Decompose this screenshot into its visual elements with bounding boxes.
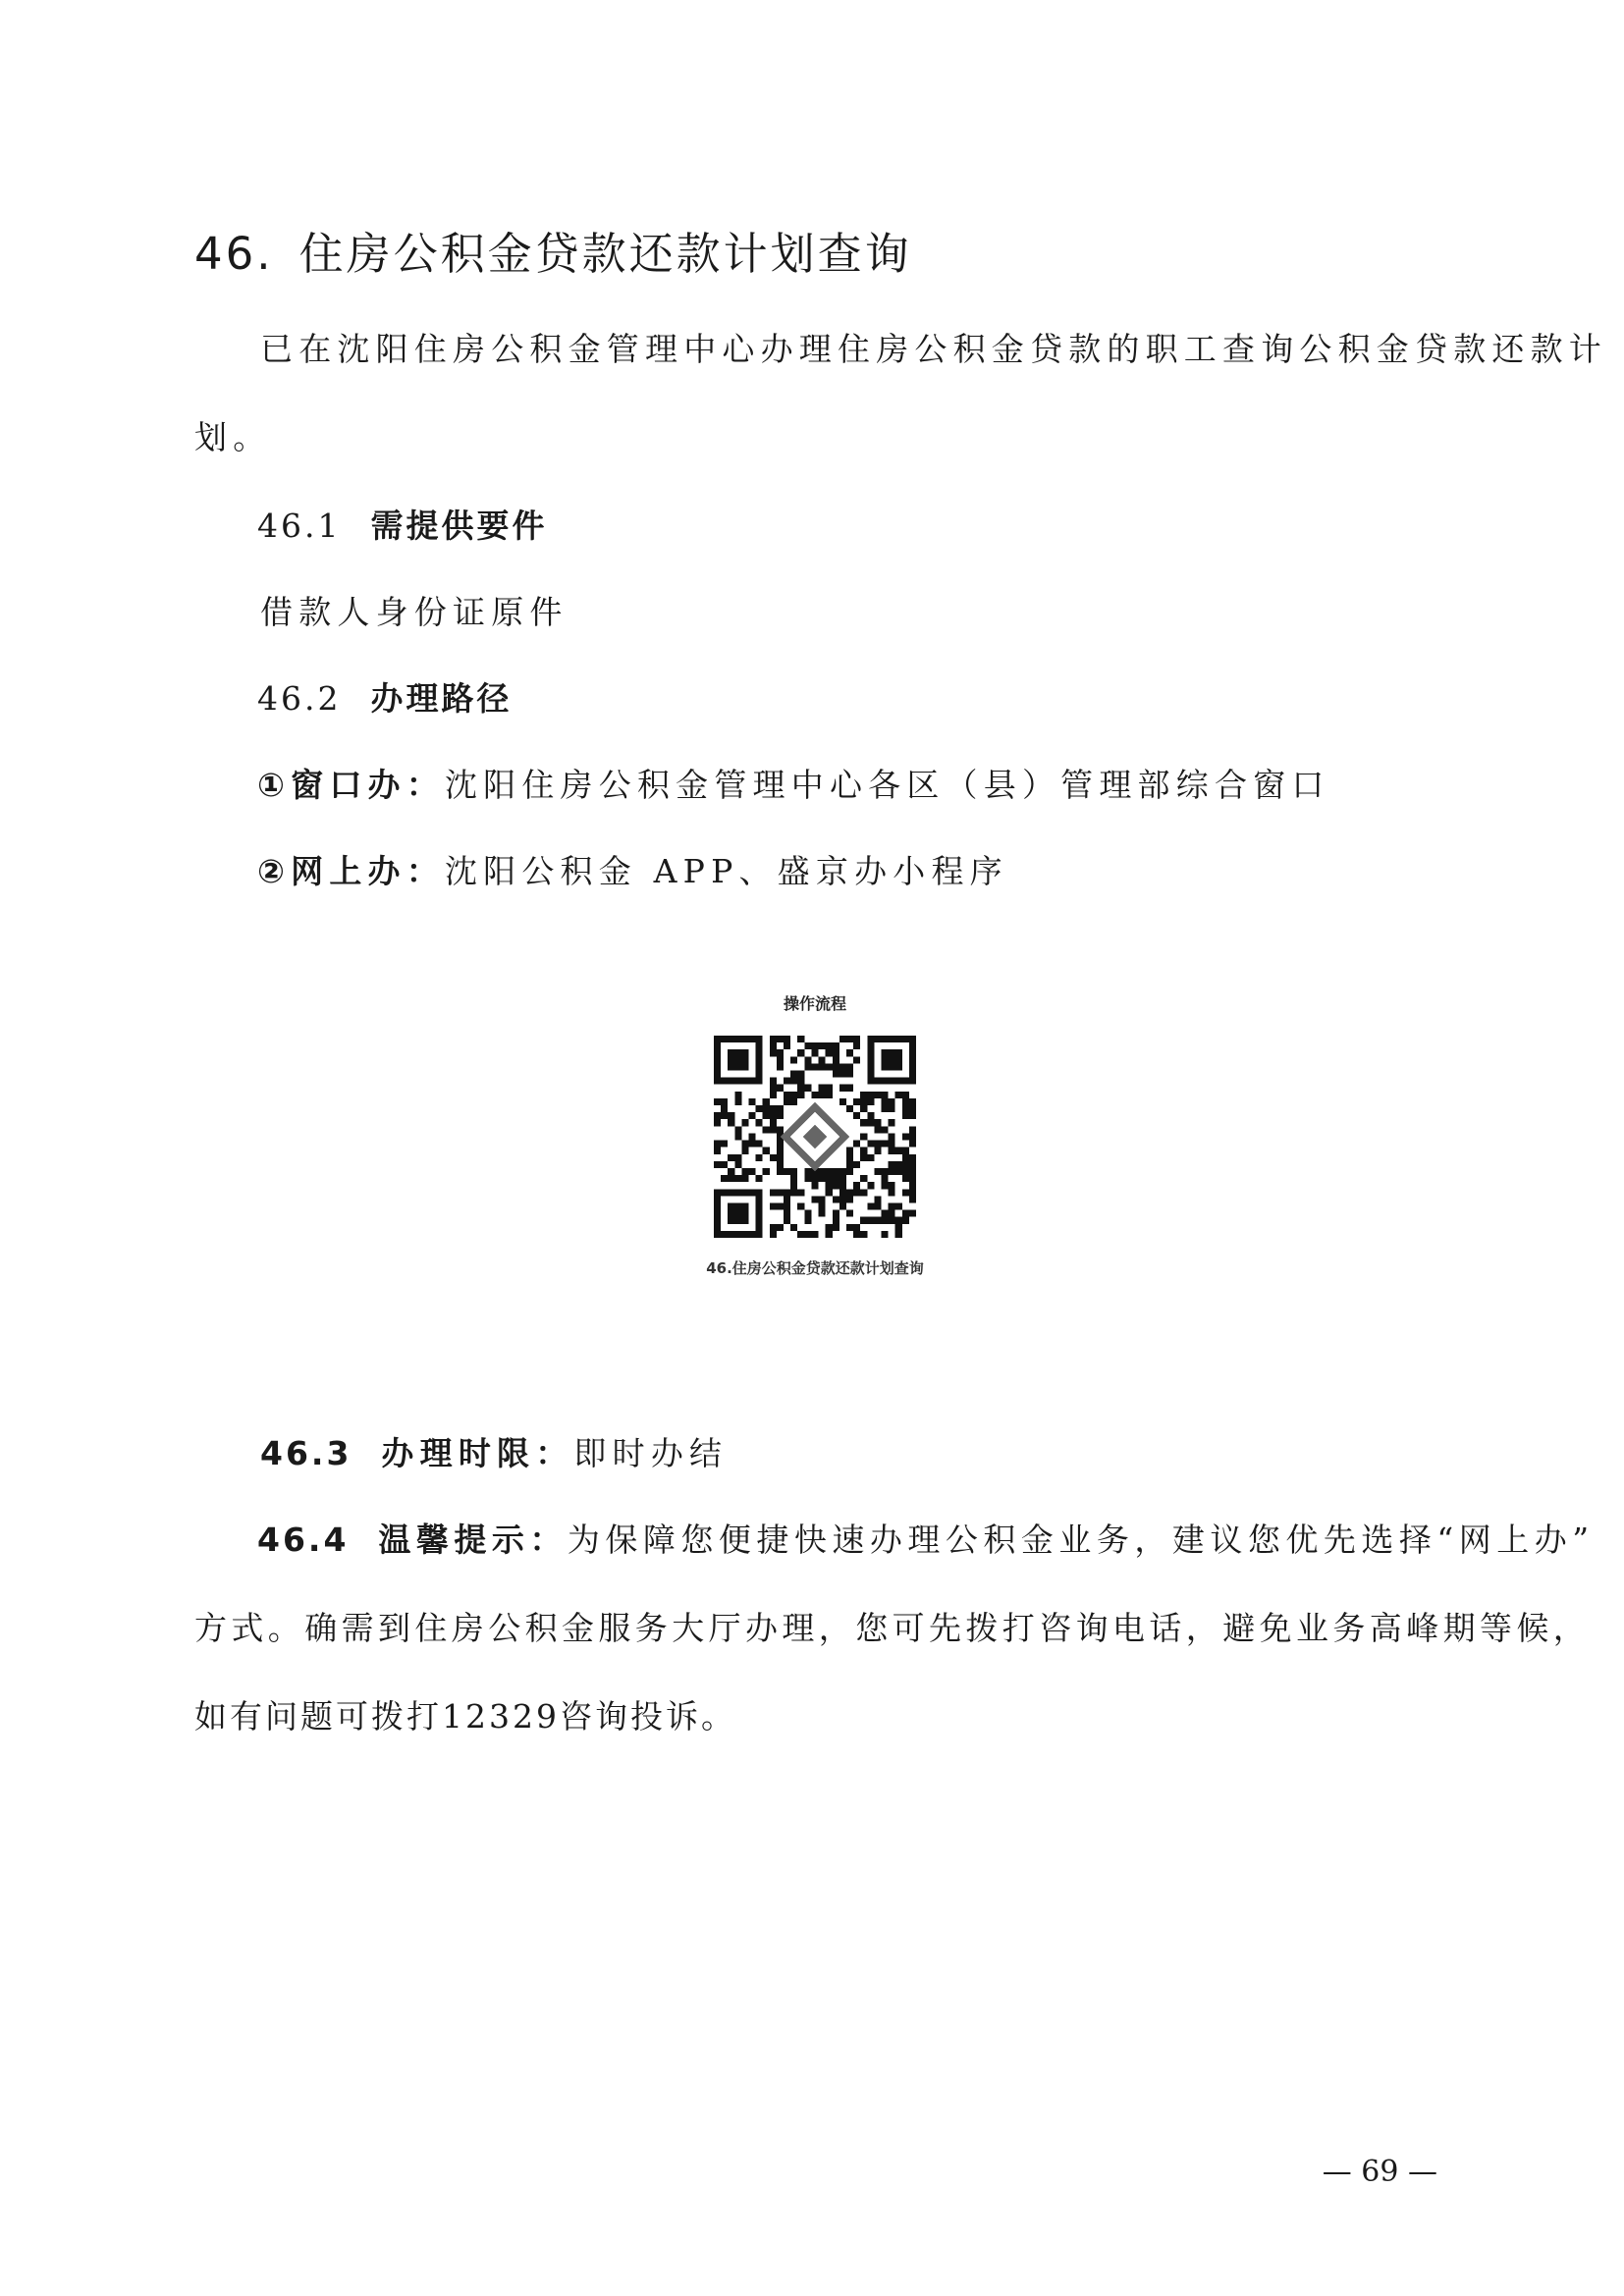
route-item-online-text: 沈阳公积金 APP、盛京办小程序 [444, 852, 1008, 890]
qr-code-block [677, 991, 952, 1278]
page-title [194, 218, 912, 282]
section-1-title: 需提供要件 [370, 507, 548, 545]
section-4-number: 46.4 [257, 1521, 350, 1559]
section-4-text-1: 为保障您便捷快速办理公积金业务，建议您优先选择“网上办” [567, 1521, 1595, 1559]
section-3-title: 办理时限： [381, 1434, 574, 1472]
section-4-title: 温馨提示： [378, 1521, 568, 1559]
section-1-heading [257, 501, 547, 547]
title-text: 住房公积金贷款还款计划查询 [298, 228, 912, 280]
intro-line-2: 划。 [194, 418, 272, 456]
section-1-content: 借款人身份证原件 [260, 593, 568, 631]
section-3-content: 即时办结 [573, 1434, 729, 1472]
route-item-online-label: ②网上办： [257, 852, 445, 890]
qr-caption-top: 操作流程 [783, 994, 846, 1013]
section-2-heading [257, 673, 512, 720]
qr-caption-bottom: 46.住房公积金贷款还款计划查询 [706, 1259, 924, 1277]
section-1-number: 46.1 [257, 507, 342, 545]
section-2-number: 46.2 [257, 679, 342, 718]
section-4-line-2: 方式。确需到住房公积金服务大厅办理，您可先拨打咨询电话，避免业务高峰期等候， [194, 1609, 1591, 1647]
intro-line-1: 已在沈阳住房公积金管理中心办理住房公积金贷款的职工查询公积金贷款还款计 [260, 330, 1607, 368]
section-2-title: 办理路径 [370, 679, 513, 718]
route-item-window-label: ①窗口办： [257, 766, 445, 804]
qr-code-icon [714, 1036, 916, 1238]
section-3-number: 46.3 [260, 1434, 352, 1472]
route-item-online [257, 846, 1008, 892]
section-4-line-1 [257, 1515, 1595, 1561]
section-3-row [260, 1428, 728, 1474]
route-item-window-text: 沈阳住房公积金管理中心各区（县）管理部综合窗口 [444, 766, 1330, 804]
section-4-line-3: 如有问题可拨打12329咨询投诉。 [194, 1697, 736, 1735]
route-item-window [257, 760, 1330, 806]
page-number: — 69 — [1322, 2155, 1437, 2189]
title-number: 46. [194, 228, 274, 280]
